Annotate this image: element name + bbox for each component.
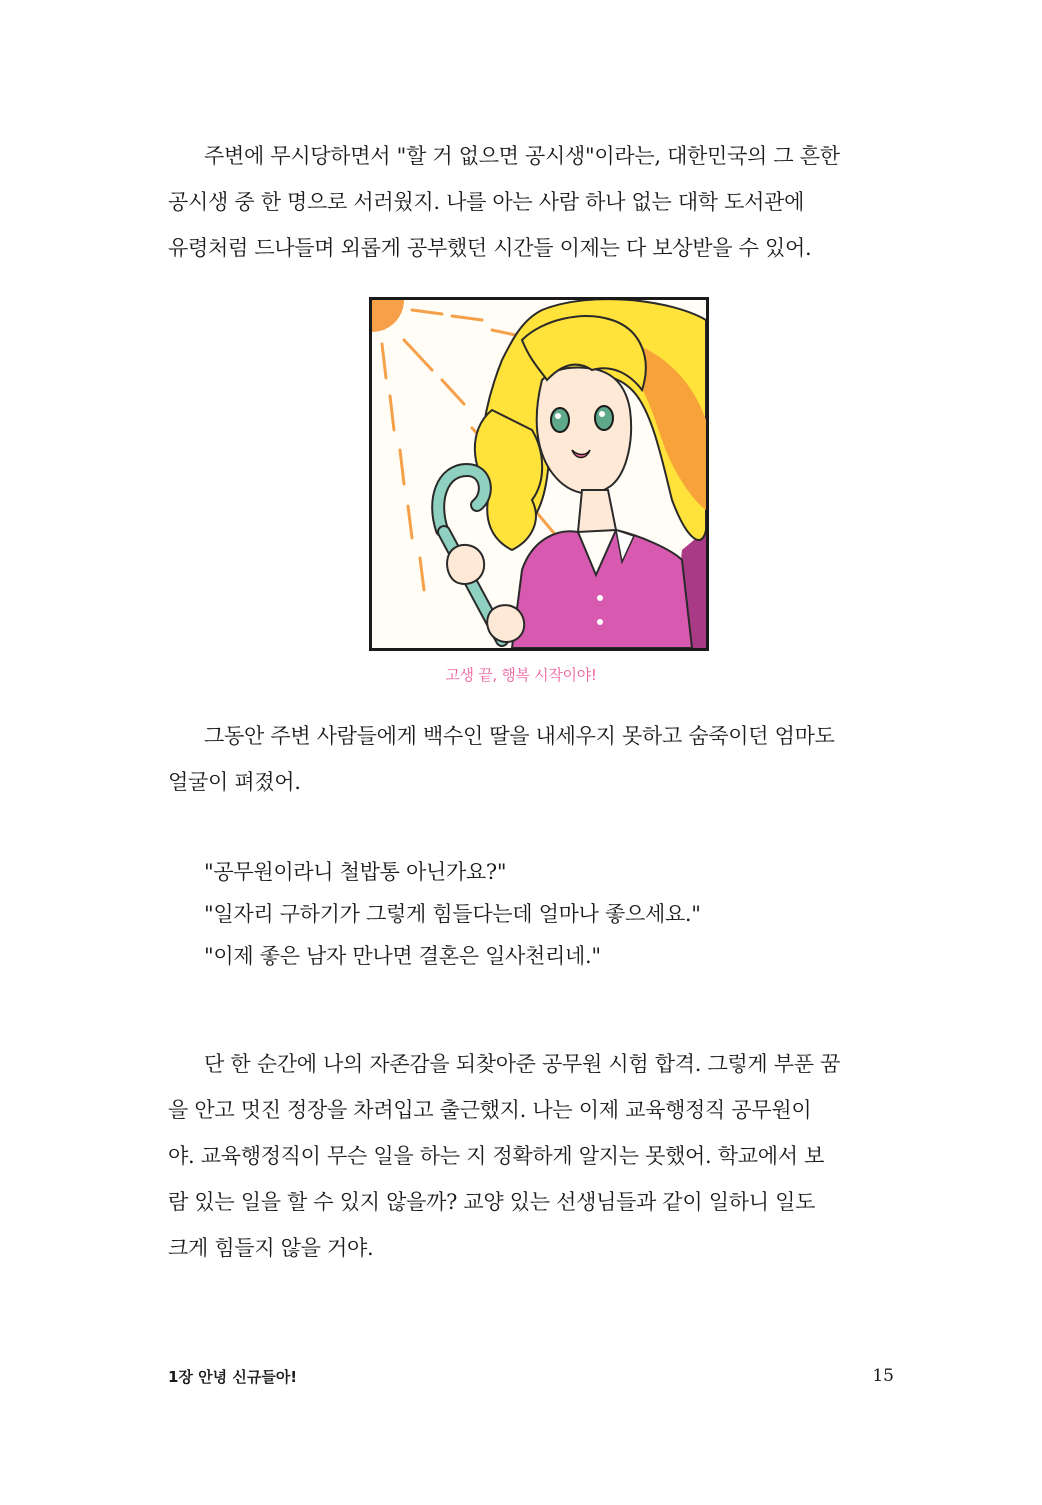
quote-line: "일자리 구하기가 그렇게 힘들다는데 얼마나 좋으세요." [204, 902, 701, 926]
paragraph-line: 주변에 무시당하면서 "할 거 없으면 공시생"이라는, 대한민국의 그 흔한 [204, 144, 840, 168]
quote-list [168, 851, 908, 977]
paragraph-3 [168, 1041, 908, 1271]
paragraph-1 [168, 133, 908, 271]
paragraph-line: 을 안고 멋진 정장을 차려입고 출근했지. 나는 이제 교육행정직 공무원이 [168, 1098, 812, 1122]
paragraph-line: 그동안 주변 사람들에게 백수인 딸을 내세우지 못하고 숨죽이던 엄마도 [204, 724, 835, 748]
chapter-title: 1장 안녕 신규들아! [168, 1368, 298, 1386]
page-number: 15 [872, 1366, 894, 1386]
illustration-caption: 고생 끝, 행복 시작이야! [445, 666, 597, 684]
paragraph-line: 공시생 중 한 명으로 서러웠지. 나를 아는 사람 하나 없는 대학 도서관에 [168, 190, 805, 214]
paragraph-line: 크게 힘들지 않을 거야. [168, 1236, 374, 1260]
paragraph-line: 유령처럼 드나들며 외롭게 공부했던 시간들 이제는 다 보상받을 수 있어. [168, 236, 812, 260]
paragraph-2 [168, 713, 908, 805]
sun-icon [372, 300, 404, 332]
quote-line: "이제 좋은 남자 만나면 결혼은 일사천리네." [204, 944, 601, 968]
paragraph-line: 단 한 순간에 나의 자존감을 되찾아준 공무원 시험 합격. 그렇게 부푼 꿈 [204, 1052, 841, 1076]
paragraph-line: 얼굴이 펴졌어. [168, 770, 301, 794]
quote-line: "공무원이라니 철밥통 아닌가요?" [204, 860, 507, 884]
paragraph-line: 야. 교육행정직이 무슨 일을 하는 지 정확하게 알지는 못했어. 학교에서 보 [168, 1144, 825, 1168]
paragraph-line: 람 있는 일을 할 수 있지 않을까? 교양 있는 선생님들과 같이 일하니 일도 [168, 1190, 816, 1214]
comic-illustration [369, 297, 709, 651]
